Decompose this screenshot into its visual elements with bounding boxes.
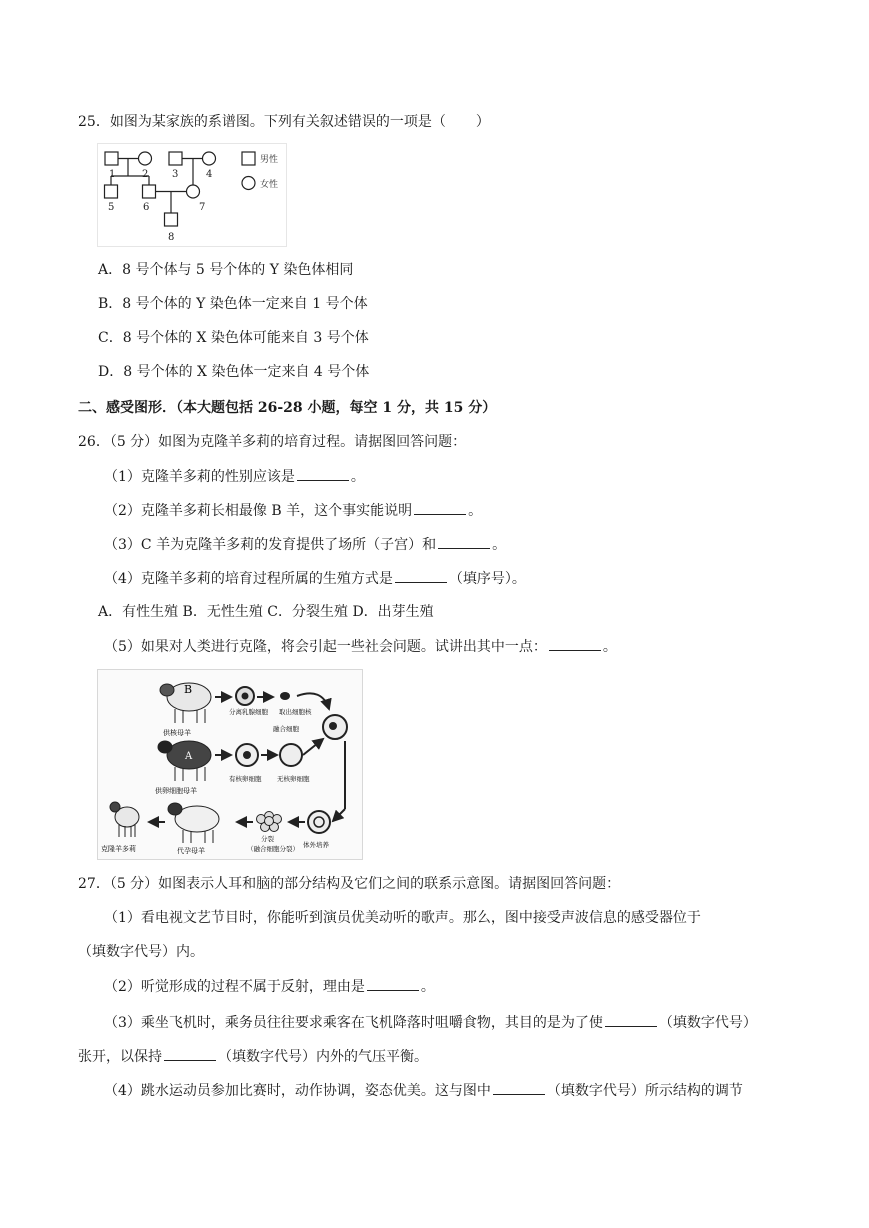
answer-blank[interactable] [549,636,601,651]
label-donor-a: 供卵细胞母羊 [155,787,197,795]
label-division-2: （融合细胞分裂） [247,845,299,853]
label-division-1: 分裂 [261,835,274,843]
q27-p1-cont-text: （填数字代号）内。 [78,944,204,960]
q27-p3-code: （填数字代号） [658,1015,757,1031]
q27-p2-end: 。 [420,979,435,995]
label-surrogate: 代孕母羊 [177,847,205,855]
legend-female: 女性 [260,180,279,190]
q27-p3-text: （3）乘坐飞机时，乘务员往往要求乘客在飞机降落时咀嚼食物，其目的是为了使 [104,1015,603,1031]
individual-7 [187,185,200,198]
q27-p4-text: （4）跳水运动员参加比赛时，动作协调，姿态优美。这与图中 [104,1083,491,1099]
q26-stem: 26．（5 分）如图为克隆羊多莉的培育过程。请据图回答问题： [78,434,467,450]
answer-blank[interactable] [297,466,349,481]
q27-p2-text: （2）听觉形成的过程不属于反射，理由是 [104,979,365,995]
answer-blank[interactable] [493,1080,545,1095]
q26-part-5 [104,636,617,657]
pedigree-figure [97,143,287,247]
pedigree-svg [97,143,287,247]
q26-p1-end: 。 [350,469,365,485]
individual-3 [169,152,182,165]
q27-p4-end: （填数字代号）所示结构的调节 [546,1083,743,1099]
q25-stem-text: 25．如图为某家族的系谱图。下列有关叙述错误的一项是（ [78,114,446,130]
q25-stem [78,112,490,132]
pedigree-number: 3 [172,169,179,180]
q27-part-1-cont [78,942,204,962]
label-mammary: 分离乳腺细胞 [229,708,268,716]
q26-p2-text: （2）克隆羊多莉长相最像 B 羊，这个事实能说明 [104,503,413,519]
answer-blank[interactable] [367,976,419,991]
q26-part-3 [104,534,506,555]
legend-male: 男性 [260,155,279,165]
answer-blank[interactable] [605,1012,657,1027]
q25-option-b: B．8 号个体的 Y 染色体一定来自 1 号个体 [98,296,368,312]
q26-part-4 [104,568,526,589]
label-dolly: 克隆羊多莉 [101,845,136,853]
q27-p3-cont-text: 张开，以保持 [78,1049,162,1065]
pedigree-number: 5 [108,202,115,213]
answer-blank[interactable] [164,1046,216,1061]
q25-option-c: C．8 号个体的 X 染色体可能来自 3 号个体 [98,330,369,346]
cloning-figure [97,669,363,860]
q27-stem: 27．（5 分）如图表示人耳和脑的部分结构及它们之间的联系示意图。请据图回答问题： [78,876,621,892]
q26-p4-end: （填序号）。 [448,571,526,587]
q25-option-a: A．8 号个体与 5 号个体的 Y 染色体相同 [98,262,354,278]
label-enucleated: 无核卵细胞 [277,775,310,783]
q26-p4-text: （4）克隆羊多莉的培育过程所属的生殖方式是 [104,571,393,587]
pedigree-number: 1 [109,169,116,180]
q26-p1-text: （1）克隆羊多莉的性别应该是 [104,469,295,485]
enucleated-egg [280,744,302,766]
q27-part-3-cont [78,1046,428,1067]
q27-part-2 [104,976,435,997]
individual-6 [143,185,156,198]
answer-blank[interactable] [438,534,490,549]
pedigree-number: 6 [143,202,150,213]
individual-2 [139,152,152,165]
q26-choices: A．有性生殖 B．无性生殖 C．分裂生殖 D．出芽生殖 [98,604,434,620]
label-nucleus: 取出细胞核 [279,708,312,716]
label-egg: 有核卵细胞 [229,775,262,783]
individual-5 [105,185,118,198]
q25-option-d: D．8 号个体的 X 染色体一定来自 4 号个体 [98,364,370,380]
label-fusion: 融合细胞 [273,725,299,733]
individual-1 [105,152,118,165]
sheep-a-letter: A [185,751,193,762]
cloning-svg [97,669,363,860]
q27-part-1: （1）看电视文艺节目时，你能听到演员优美动听的歌声。那么，图中接受声波信息的感受器位于 [104,910,701,926]
answer-blank[interactable] [414,500,466,515]
q27-part-3 [104,1012,757,1033]
section-heading: 二、感受图形．（本大题包括 26-28 小题，每空 1 分，共 15 分） [78,400,497,416]
q27-part-4 [104,1080,743,1101]
culture-cell [308,811,330,833]
q27-p3-cont-end: （填数字代号）内外的气压平衡。 [218,1049,428,1065]
q26-p2-end: 。 [468,503,483,519]
pedigree-number: 8 [168,232,175,243]
label-culture: 体外培养 [303,841,329,849]
individual-4 [203,152,216,165]
pedigree-number: 7 [199,202,206,213]
q26-p5-end: 。 [602,639,617,655]
pedigree-number: 4 [206,169,213,180]
answer-blank[interactable] [395,568,447,583]
q26-p3-end: 。 [492,537,507,553]
q26-p5-text: （5）如果对人类进行克隆，将会引起一些社会问题。试讲出其中一点： [104,639,547,655]
nucleus [280,692,290,700]
q26-part-1 [104,466,365,487]
q26-part-2 [104,500,482,521]
embryo-cluster [257,812,282,832]
individual-8 [165,213,178,226]
label-donor-b: 供核母羊 [163,729,191,737]
q25-stem-end: ） [475,114,490,130]
q26-p3-text: （3）C 羊为克隆羊多莉的发育提供了场所（子宫）和 [104,537,437,553]
pedigree-number: 2 [142,169,149,180]
sheep-b-letter: B [184,683,193,696]
